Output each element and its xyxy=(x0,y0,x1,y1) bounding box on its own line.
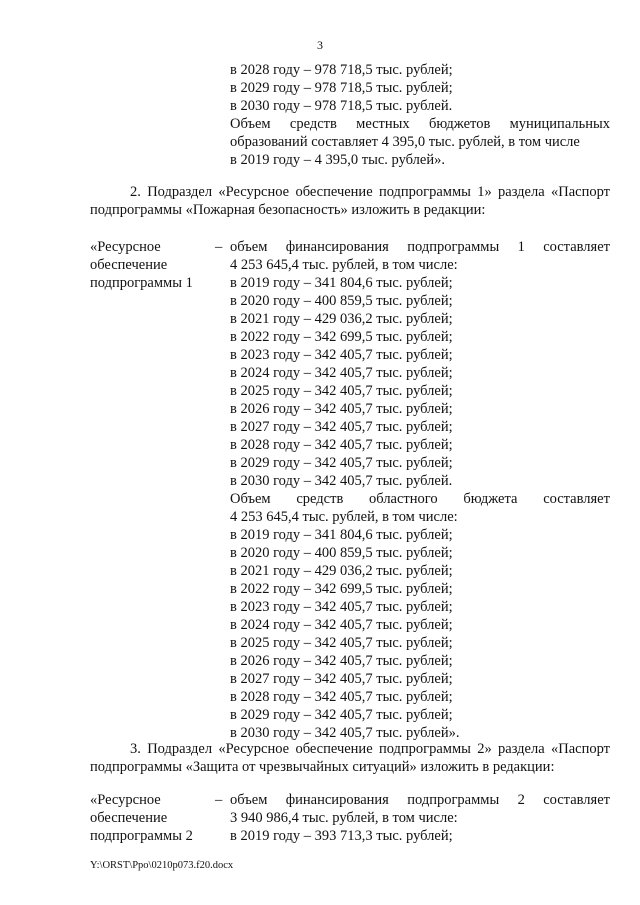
funding-year-line: в 2025 году – 342 405,7 тыс. рублей; xyxy=(230,635,453,651)
word: «Паспорт xyxy=(550,741,610,757)
passport-left-label: «Ресурсное xyxy=(90,792,161,808)
section-3-heading xyxy=(130,740,610,758)
funding-year-line: в 2021 году – 429 036,2 тыс. рублей; xyxy=(230,563,453,579)
funding-year-line: в 2026 году – 342 405,7 тыс. рублей; xyxy=(230,653,453,669)
funding-total-line: 3 940 986,4 тыс. рублей, в том числе: xyxy=(230,810,458,826)
word: местных xyxy=(356,116,410,132)
word: составляет xyxy=(543,792,610,808)
funding-year-line: в 2028 году – 342 405,7 тыс. рублей; xyxy=(230,689,453,705)
passport-left-label: обеспечение xyxy=(90,810,168,826)
funding-year-line: в 2027 году – 342 405,7 тыс. рублей; xyxy=(230,419,453,435)
word: Подраздел xyxy=(147,741,213,757)
word: Объем xyxy=(230,116,271,132)
funding-year-line: в 2029 году – 342 405,7 тыс. рублей; xyxy=(230,707,453,723)
word: «Ресурсное xyxy=(218,184,290,200)
word: областного xyxy=(369,491,438,507)
word: раздела xyxy=(498,184,545,200)
passport-left-label: обеспечение xyxy=(90,257,168,273)
funding-year-line: в 2022 году – 342 699,5 тыс. рублей; xyxy=(230,581,453,597)
word: финансирования xyxy=(285,792,389,808)
funding-year-line: в 2029 году – 978 718,5 тыс. рублей; xyxy=(230,80,453,96)
word: обеспечение xyxy=(295,741,373,757)
funding-year-line: в 2019 году – 341 804,6 тыс. рублей; xyxy=(230,527,453,543)
funding-year-line: в 2030 году – 978 718,5 тыс. рублей. xyxy=(230,98,453,114)
word: 1» xyxy=(477,184,492,200)
word: бюджета xyxy=(463,491,518,507)
word: объем xyxy=(230,792,268,808)
word: раздела xyxy=(498,741,545,757)
word: составляет xyxy=(543,239,610,255)
funding-year-line: в 2023 году – 342 405,7 тыс. рублей; xyxy=(230,347,453,363)
dash: – xyxy=(215,239,223,255)
passport-left-label: подпрограммы 2 xyxy=(90,828,193,844)
funding-year-line: в 2020 году – 400 859,5 тыс. рублей; xyxy=(230,545,453,561)
word: муниципальных xyxy=(509,116,610,132)
word: 1 xyxy=(517,239,525,255)
passport-left-label: «Ресурсное xyxy=(90,239,161,255)
funding-year-line: в 2019 году – 341 804,6 тыс. рублей; xyxy=(230,275,453,291)
word: 2» xyxy=(477,741,492,757)
word: подпрограммы xyxy=(378,741,471,757)
local-budget-line: образований составляет 4 395,0 тыс. рублей, в том числе xyxy=(230,134,580,150)
section-3-heading-cont: подпрограммы «Защита от чрезвычайных ситуаций» изложить в редакции: xyxy=(90,759,555,775)
funding-year-line: в 2027 году – 342 405,7 тыс. рублей; xyxy=(230,671,453,687)
funding-year-line: в 2021 году – 429 036,2 тыс. рублей; xyxy=(230,311,453,327)
funding-year-line: в 2023 году – 342 405,7 тыс. рублей; xyxy=(230,599,453,615)
word: 3. xyxy=(130,741,141,757)
passport-left-label: подпрограммы 1 xyxy=(90,275,193,291)
funding-year-line: в 2019 году – 393 713,3 тыс. рублей; xyxy=(230,828,453,844)
word: подпрограммы xyxy=(407,239,500,255)
word: обеспечение xyxy=(295,184,373,200)
local-budget-line: в 2019 году – 4 395,0 тыс. рублей». xyxy=(230,152,445,168)
funding-year-line: в 2025 году – 342 405,7 тыс. рублей; xyxy=(230,383,453,399)
word: средств xyxy=(296,491,344,507)
word: составляет xyxy=(543,491,610,507)
funding-year-line: в 2020 году – 400 859,5 тыс. рублей; xyxy=(230,293,453,309)
funding-year-line: в 2028 году – 342 405,7 тыс. рублей; xyxy=(230,437,453,453)
page-number: 3 xyxy=(317,38,323,52)
funding-year-line: в 2029 году – 342 405,7 тыс. рублей; xyxy=(230,455,453,471)
funding-year-line: в 2028 году – 978 718,5 тыс. рублей; xyxy=(230,62,453,78)
word: Подраздел xyxy=(147,184,213,200)
section-2-heading xyxy=(130,183,610,201)
word: Объем xyxy=(230,491,271,507)
word: подпрограммы xyxy=(407,792,500,808)
funding-year-line: в 2030 году – 342 405,7 тыс. рублей». xyxy=(230,725,460,741)
regional-budget-line xyxy=(230,490,610,508)
dash: – xyxy=(215,792,223,808)
funding-year-line: в 2026 году – 342 405,7 тыс. рублей; xyxy=(230,401,453,417)
local-budget-line xyxy=(230,115,610,133)
word: объем xyxy=(230,239,268,255)
word: средств xyxy=(289,116,337,132)
funding-year-line: в 2024 году – 342 405,7 тыс. рублей; xyxy=(230,617,453,633)
word: «Паспорт xyxy=(550,184,610,200)
regional-budget-line: 4 253 645,4 тыс. рублей, в том числе: xyxy=(230,509,458,525)
word: 2. xyxy=(130,184,141,200)
word: 2 xyxy=(517,792,525,808)
funding-year-line: в 2030 году – 342 405,7 тыс. рублей. xyxy=(230,473,453,489)
word: «Ресурсное xyxy=(218,741,290,757)
section-2-heading-cont: подпрограммы «Пожарная безопасность» изложить в редакции: xyxy=(90,202,486,218)
funding-year-line: в 2024 году – 342 405,7 тыс. рублей; xyxy=(230,365,453,381)
word: бюджетов xyxy=(428,116,491,132)
funding-total-line xyxy=(230,238,610,256)
funding-year-line: в 2022 году – 342 699,5 тыс. рублей; xyxy=(230,329,453,345)
funding-total-line: 4 253 645,4 тыс. рублей, в том числе: xyxy=(230,257,458,273)
word: финансирования xyxy=(285,239,389,255)
footer-file-path: Y:\ORST\Ppo\0210p073.f20.docx xyxy=(90,860,234,871)
word: подпрограммы xyxy=(378,184,471,200)
funding-total-line xyxy=(230,791,610,809)
